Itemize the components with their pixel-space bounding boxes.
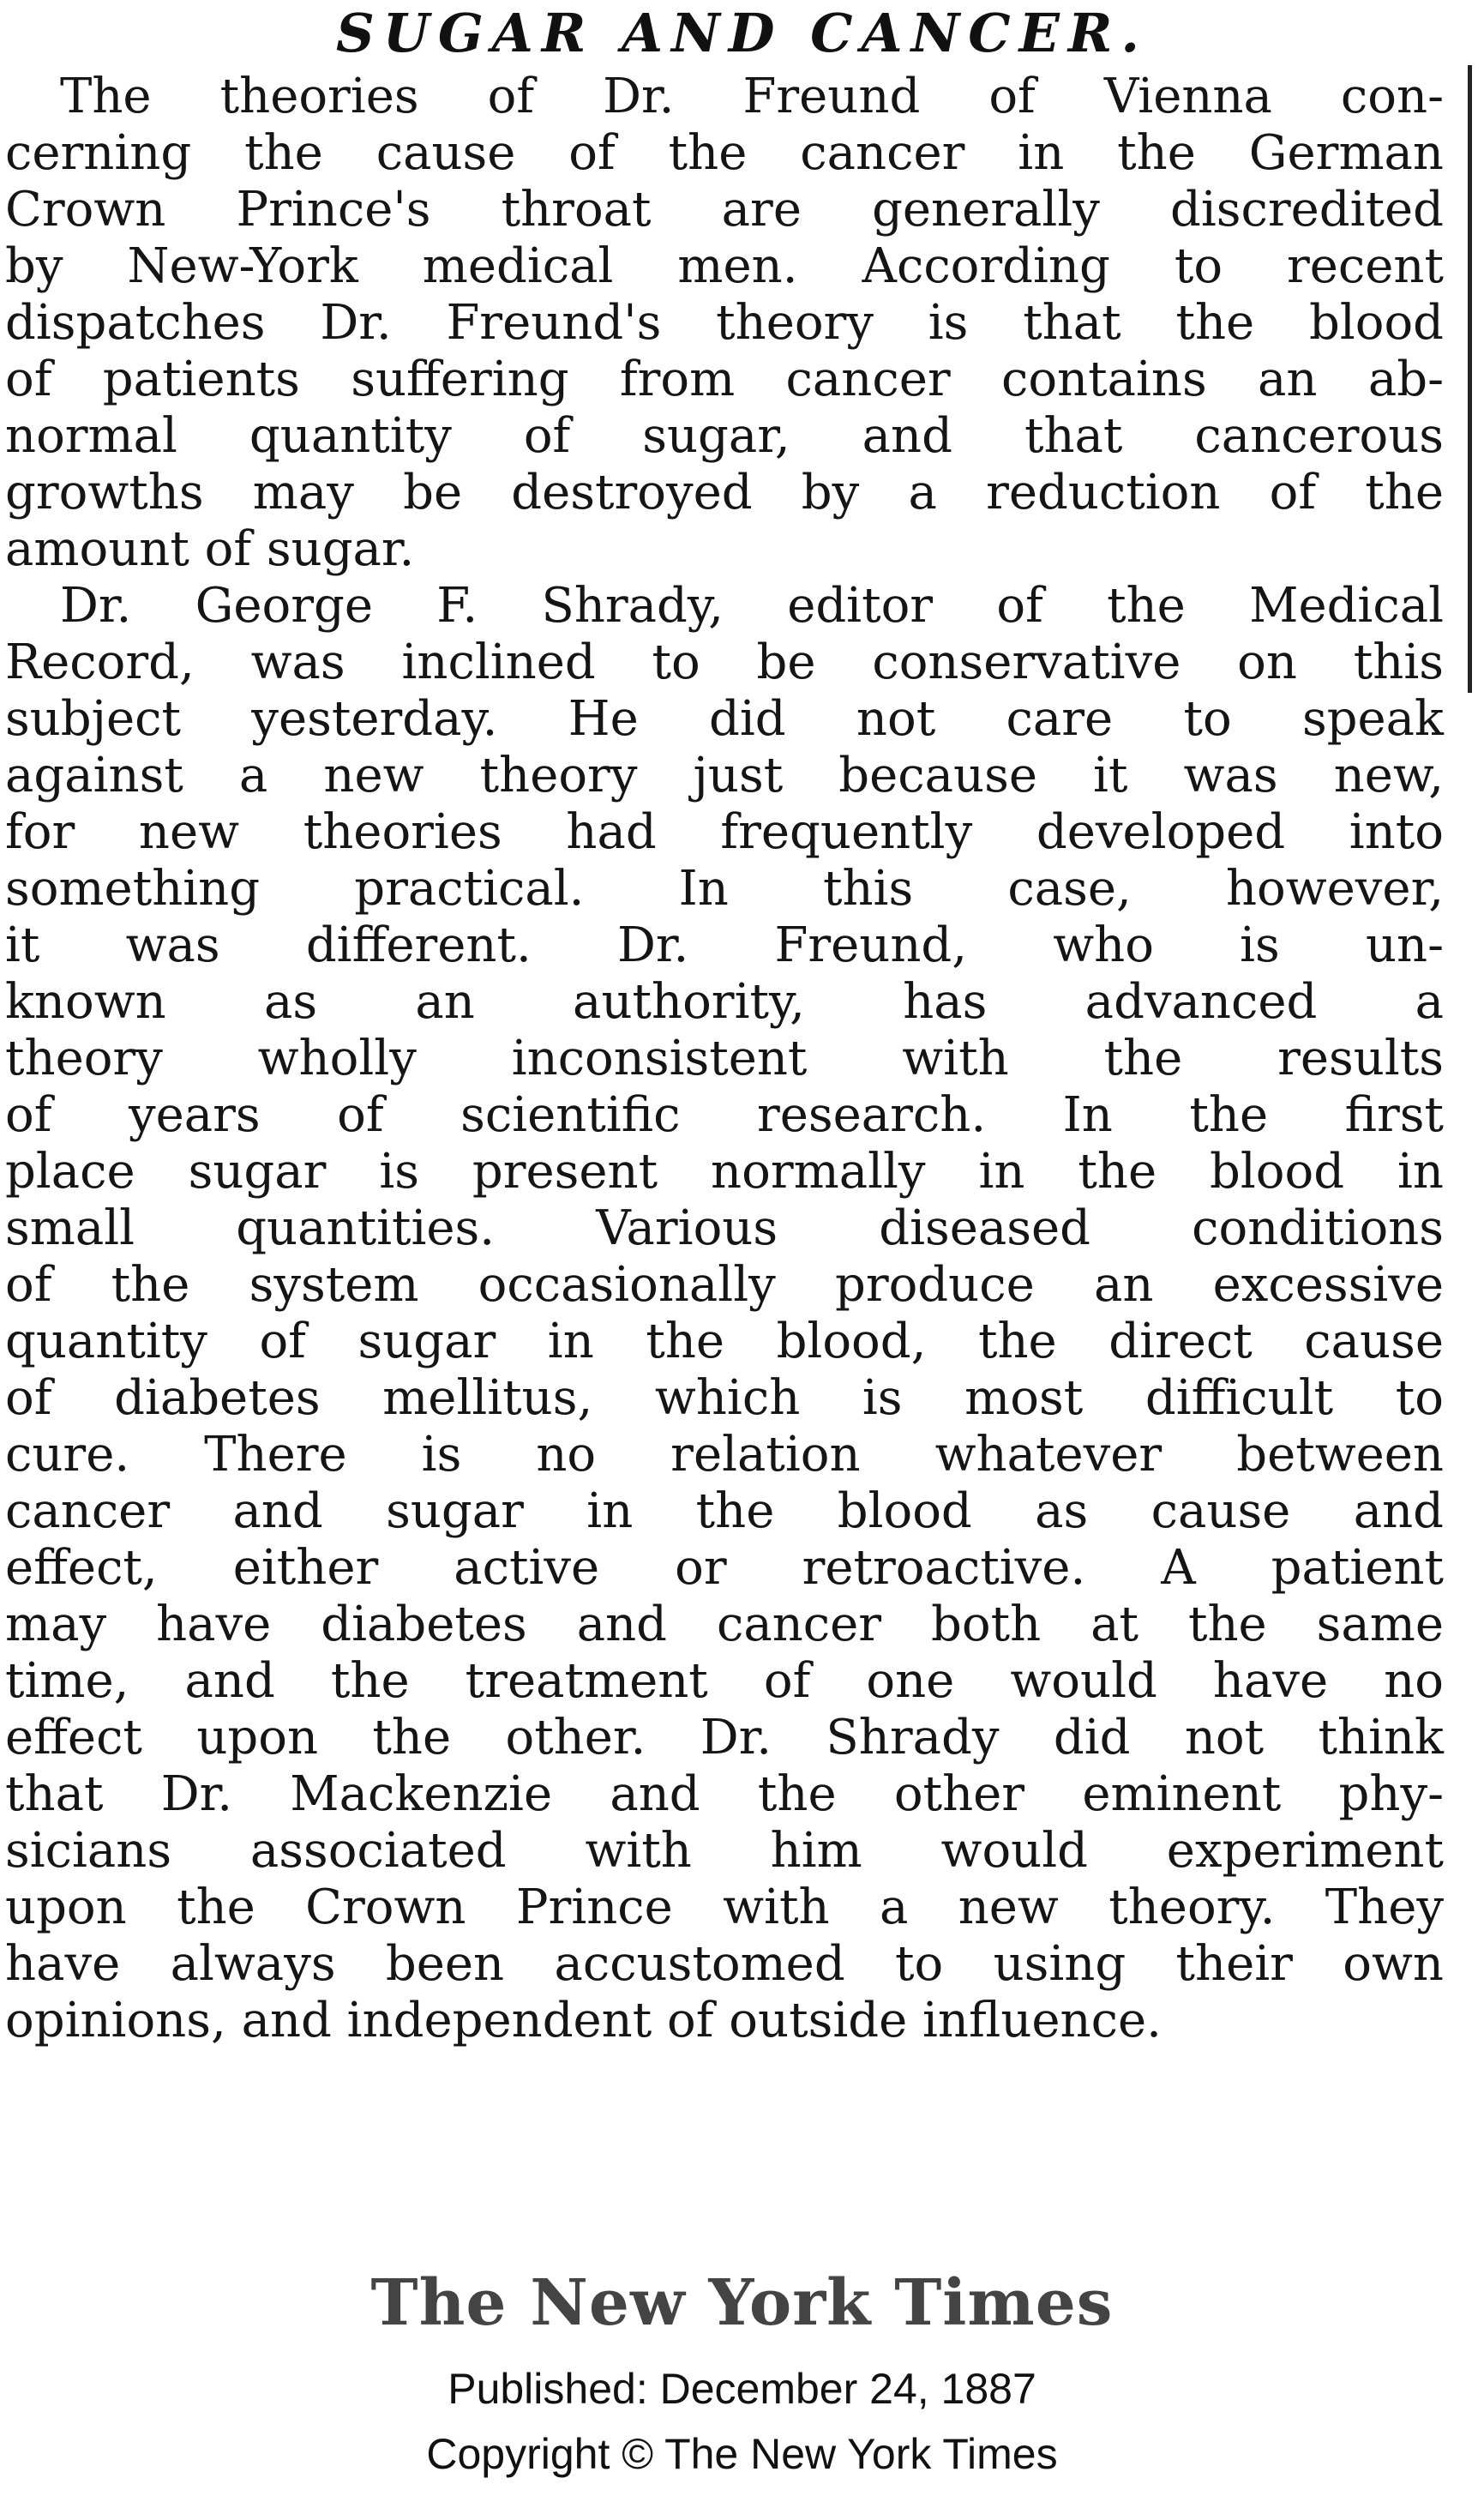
article-line: subject yesterday. He did not care to speak (5, 691, 1444, 747)
article-body (5, 69, 1444, 2049)
article-line: of the system occasionally produce an excessive (5, 1257, 1444, 1313)
article-line: time, and the treatment of one would have no (5, 1653, 1444, 1709)
article-line: of patients suffering from cancer contains an ab- (5, 352, 1444, 407)
article-line: Crown Prince's throat are generally discredited (5, 182, 1444, 238)
article-line: by New-York medical men. According to recent (5, 238, 1444, 294)
article-line: growths may be destroyed by a reduction of the (5, 465, 1444, 520)
article-line: normal quantity of sugar, and that cancerous (5, 408, 1444, 464)
article-line: dispatches Dr. Freund's theory is that the blood (5, 295, 1444, 351)
article-line: for new theories had frequently developed into (5, 804, 1444, 860)
article-line: upon the Crown Prince with a new theory. They (5, 1880, 1444, 1935)
article-line: cerning the cause of the cancer in the German (5, 125, 1444, 181)
article-line: effect, either active or retroactive. A patient (5, 1540, 1444, 1596)
article-line: Dr. George F. Shrady, editor of the Medical (60, 578, 1444, 634)
article-line: it was different. Dr. Freund, who is un- (5, 917, 1444, 973)
article-line: that Dr. Mackenzie and the other eminent phy- (5, 1766, 1444, 1822)
nyt-logo: The New York Times (370, 2266, 1114, 2340)
paragraph-2 (5, 578, 1444, 2049)
article-line: against a new theory just because it was new, (5, 748, 1444, 803)
article-line: of years of scientific research. In the first (5, 1087, 1444, 1143)
article-line: The theories of Dr. Freund of Vienna con- (60, 69, 1444, 124)
copyright-notice: Copyright © The New York Times (426, 2430, 1058, 2478)
paragraph-1 (5, 69, 1444, 578)
article-line: sicians associated with him would experiment (5, 1823, 1444, 1879)
published-date: Published: December 24, 1887 (448, 2365, 1036, 2413)
article-line: opinions, and independent of outside influence. (5, 1993, 1162, 2048)
article-line: theory wholly inconsistent with the results (5, 1031, 1444, 1086)
headline: SUGAR AND CANCER. (336, 2, 1148, 64)
article-line: place sugar is present normally in the blood in (5, 1144, 1444, 1200)
article-line: known as an authority, has advanced a (5, 974, 1444, 1030)
article-line: amount of sugar. (5, 521, 415, 577)
article-line: something practical. In this case, however, (5, 861, 1444, 917)
article-line: cancer and sugar in the blood as cause and (5, 1483, 1444, 1539)
article-line: effect upon the other. Dr. Shrady did not think (5, 1710, 1444, 1765)
article-line: of diabetes mellitus, which is most difficult to (5, 1370, 1444, 1426)
column-rule (1468, 65, 1472, 693)
article-line: small quantities. Various diseased conditions (5, 1200, 1444, 1256)
article-line: Record, was inclined to be conservative on this (5, 635, 1444, 690)
article-line: may have diabetes and cancer both at the same (5, 1597, 1444, 1652)
article-line: cure. There is no relation whatever between (5, 1427, 1444, 1483)
article-line: have always been accustomed to using their own (5, 1936, 1444, 1992)
article-line: quantity of sugar in the blood, the direct cause (5, 1314, 1444, 1369)
